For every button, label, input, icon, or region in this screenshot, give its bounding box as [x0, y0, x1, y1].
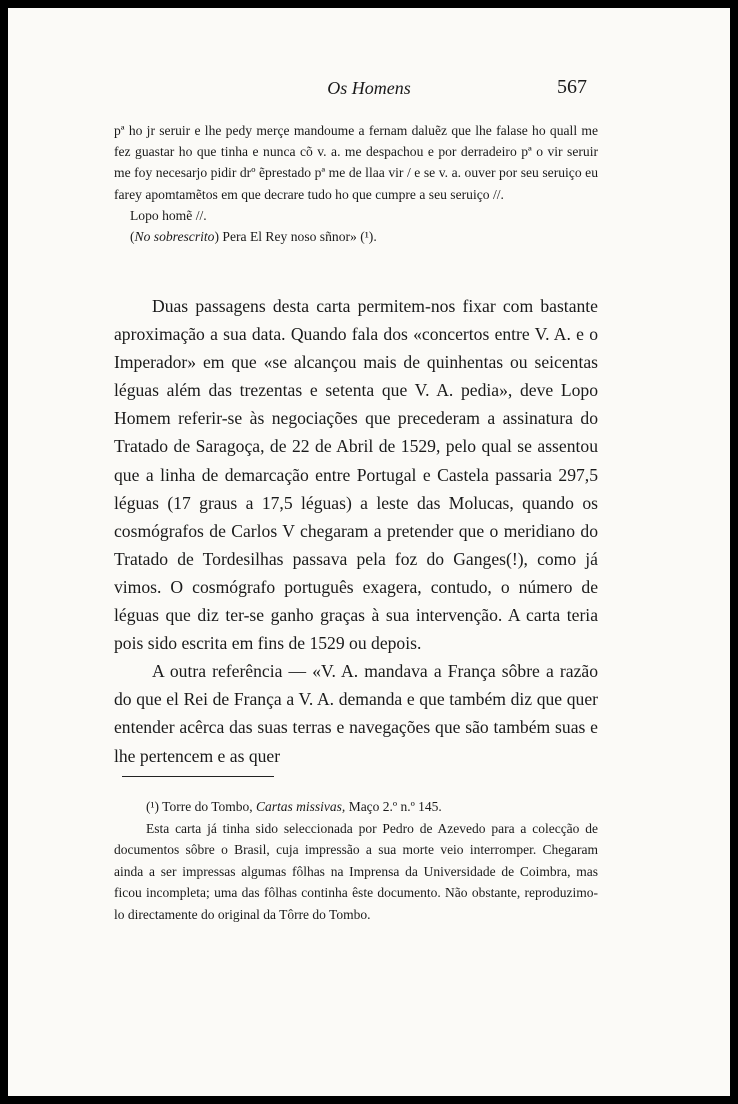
- paragraph: Duas passagens desta carta permitem-nos fixar com bastante aproximação a sua data. Quando fala dos «concertos entre V. A. e o Imperador» em que «se alcançou mais de quinhentas ou seicentas léguas além das trezentas e setenta que V. A. pedia», deve Lopo Homem referir-se às negociações que precederam a assinatura do Tratado de Saragoça, de 22 de Abril de 1529, pelo qual se assentou que a linha de demarcação entre Portugal e Castela passaria 297,5 léguas (17 graus a 17,5 léguas) a leste das Molucas, quando os cosmógrafos de Carlos V chegaram a pretender que o meridiano do Tratado de Tordesilhas passava pela foz do Ganges(!), como já vimos. O cosmógrafo português exagera, contudo, o número de léguas que diz ter-se ganho graças à sua intervenção. A carta teria pois sido escrita em fins de 1529 ou depois.: [114, 296, 598, 654]
- book-page: [8, 8, 730, 1096]
- page-number: 567: [557, 76, 587, 98]
- letter-signature: Lopo homẽ //.: [130, 207, 207, 223]
- footnotes: [114, 796, 598, 926]
- letter-quotation: [114, 120, 598, 247]
- footnote-reference: [114, 796, 598, 818]
- page-header: [8, 76, 730, 100]
- letter-body: pª ho jr seruir e lhe pedy merçe mandoume a fernam daluẽz que lhe falase ho quall me fez guastar ho que tinha e nunca cõ v. a. me despachou e por derradeiro pª o vir seruir me foy necesarjo pidir drº ẽprestado pª me de llaa vir / e se v. a. ouver por seu seruiço eu farey apomtamẽtos em que decrare tudo ho que cumpre a seu seruiço //.: [114, 123, 598, 202]
- footnote-note: Esta carta já tinha sido seleccionada por Pedro de Azevedo para a colecção de documentos sôbre o Brasil, cuja impressão a sua morte veio interromper. Chegaram ainda a ser impressas algumas fôlhas na Imprensa da Universidade de Coimbra, mas ficou incompleta; uma das fôlhas continha êste documento. Não obstante, reproduzimo-lo directamente do original da Tôrre do Tombo.: [114, 820, 598, 922]
- footnote-ref-title: Cartas missivas,: [256, 799, 346, 814]
- letter-superscription: (No sobrescrito) Pera El Rey noso sñnor» (¹).: [130, 229, 377, 245]
- footnote-divider: [122, 776, 274, 777]
- footnote-ref-prefix: (¹) Torre do Tombo,: [146, 799, 257, 814]
- paragraph: A outra referência — «V. A. mandava a França sôbre a razão do que el Rei de França a V. A. demanda e que também diz que quer entender acêrca das suas terras e navegações que são também suas e lhe pertencem e as quer: [114, 661, 598, 766]
- superscription-text: Pera El Rey noso sñnor» (¹).: [219, 229, 377, 245]
- running-title: Os Homens: [327, 78, 411, 98]
- superscription-label: No sobrescrito: [134, 229, 215, 245]
- main-text: [114, 292, 598, 770]
- footnote-ref-suffix: Maço 2.º n.º 145.: [345, 799, 442, 814]
